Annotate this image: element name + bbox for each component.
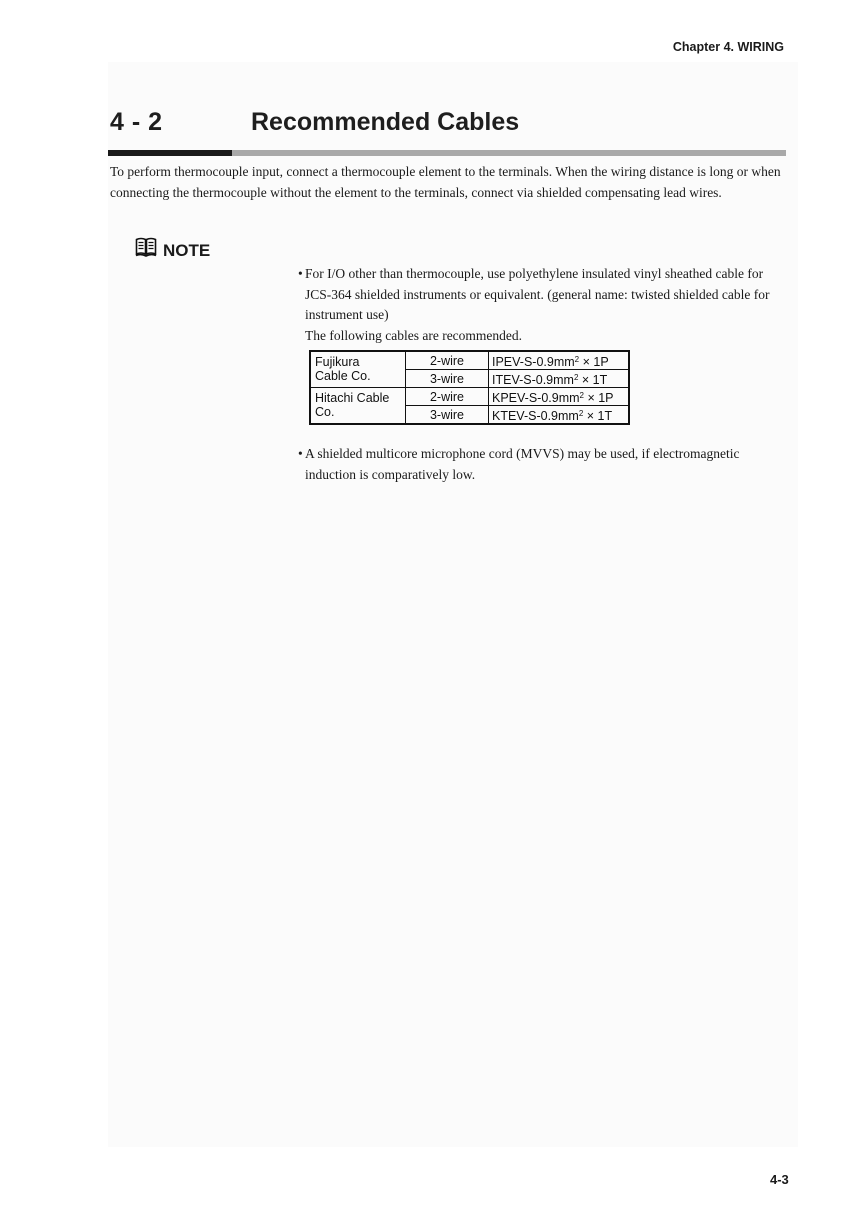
table-row — [310, 351, 629, 370]
chapter-header: Chapter 4. WIRING — [672, 40, 784, 54]
wire-cell: 2-wire — [406, 351, 489, 370]
cable-table — [309, 350, 630, 425]
intro-paragraph: To perform thermocouple input, connect a thermocouple element to the terminals. When the wiring distance is long or when connecting the thermocouple without the element to the terminals, connect via shielded compensating lead wires. — [110, 164, 781, 200]
note-bullet-text: For I/O other than thermocouple, use polyethylene insulated vinyl sheathed cable for JCS-364 shielded instruments or equivalent. (general name: twisted shielded cable for instrument use) — [305, 266, 770, 322]
note-label — [135, 238, 210, 264]
note-second-bullet — [298, 444, 788, 485]
bullet-marker: • — [298, 446, 303, 461]
section-number: 4 - 2 — [110, 108, 163, 136]
section-heading — [110, 108, 786, 148]
heading-rule — [108, 150, 786, 156]
model-cell: ITEV-$S-0.9mm^2 \times 1T$ — [489, 370, 630, 388]
model-cell: KPEV-$S-0.9mm^2 \times 1P$ — [489, 388, 630, 406]
maker-cell: Fujikura Cable Co. — [310, 351, 406, 388]
wire-cell: 3-wire — [406, 406, 489, 425]
table-row — [310, 388, 629, 406]
page-background — [108, 62, 798, 1147]
note-bullet-text: A shielded multicore microphone cord (MVVS) may be used, if electromagnetic induction is comparatively low. — [305, 446, 740, 482]
wire-cell: 3-wire — [406, 370, 489, 388]
note-body — [298, 264, 788, 346]
book-icon — [135, 237, 157, 258]
note-bullet-item — [298, 444, 788, 485]
note-heading: NOTE — [163, 241, 211, 260]
bullet-marker: • — [298, 266, 303, 281]
page-number: 4-3 — [770, 1172, 789, 1187]
model-cell: KTEV-$S-0.9mm^2 \times 1T$ — [489, 406, 630, 425]
wire-cell: 2-wire — [406, 388, 489, 406]
note-bullet-item — [298, 264, 788, 326]
maker-cell: Hitachi Cable Co. — [310, 388, 406, 425]
recommended-text: The following cables are recommended. — [305, 327, 523, 343]
model-cell: IPEV-$S-0.9mm^2 \times 1P$ — [489, 351, 630, 370]
heading-rule-accent — [108, 150, 232, 156]
section-title: Recommended Cables — [251, 108, 520, 136]
